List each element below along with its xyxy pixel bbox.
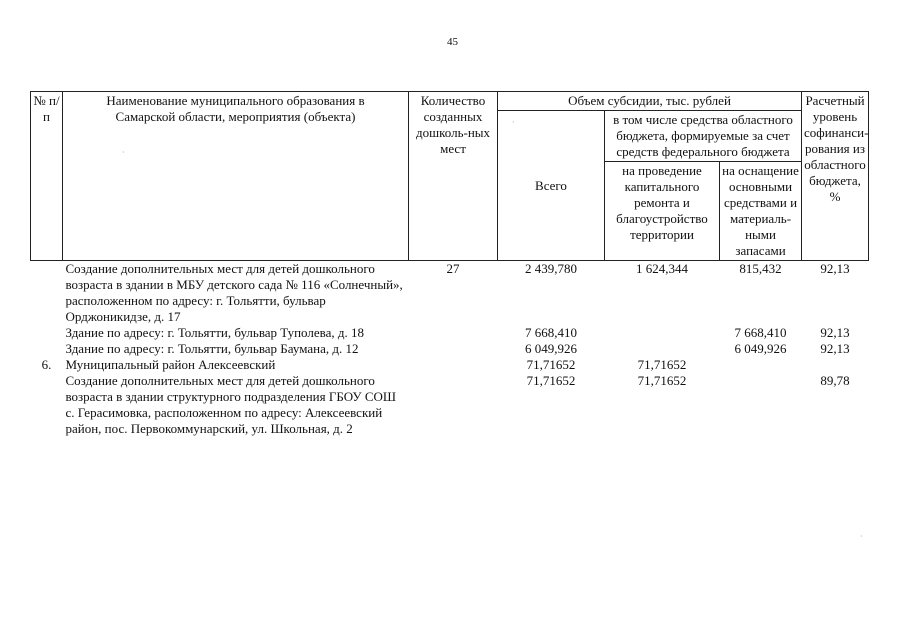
row-num [31,261,63,326]
row-name: Создание дополнительных мест для детей дошкольного возраста в здании в МБУ детского сада № 116 «Солнечный», расположенном по адресу: г. Тольятти, бульвар Орджоникидзе, д. 17 [65,261,403,324]
header-rate: Расчетный уровень софинанси-рования из областного бюджета, % [802,92,869,261]
row-total: 2 439,780 [525,261,577,276]
row-places [409,325,498,341]
row-places [409,373,498,437]
row-repair [605,341,720,357]
table-row [31,357,869,373]
row-num: 6. [41,357,52,372]
table-body [31,261,869,438]
row-num [31,373,63,437]
header-repair: на проведение капитального ремонта и благоустройство территории [605,162,720,261]
table-row [31,341,869,357]
row-total: 71,71652 [526,357,576,372]
header-num: № п/п [31,92,63,261]
row-equipment: 815,432 [739,261,782,276]
row-name: Здание по адресу: г. Тольятти, бульвар Туполева, д. 18 [65,325,364,340]
row-rate: 92,13 [820,341,850,356]
row-repair: 1 624,344 [636,261,688,276]
row-total: 71,71652 [526,373,576,388]
header-places: Количество созданных дошколь-ных мест [409,92,498,261]
row-repair: 71,71652 [637,357,687,372]
header-total: Всего [498,111,605,261]
row-name: Создание дополнительных мест для детей дошкольного возраста в здании структурного подразделения ГБОУ СОШ с. Герасимовка, расположенном по адресу: Алексеевский район, пос. Первокоммунарский, ул. Школьная, д. 2 [65,373,397,436]
row-total: 7 668,410 [525,325,577,340]
row-equipment: 7 668,410 [734,325,787,340]
scan-speck: · [512,118,515,127]
row-rate: 92,13 [820,261,850,276]
row-rate: 92,13 [820,325,850,340]
row-rate [802,357,869,373]
table-header [31,92,869,261]
scan-speck: · [122,148,125,157]
row-repair [605,325,720,341]
table-row [31,325,869,341]
header-equipment: на оснащение основными средствами и материаль-ными запасами [720,162,802,261]
scan-speck: · [860,532,863,541]
row-name: Муниципальный район Алексеевский [65,357,276,372]
row-equipment [720,357,802,373]
row-places [409,357,498,373]
row-places [409,341,498,357]
row-name: Здание по адресу: г. Тольятти, бульвар Баумана, д. 12 [65,341,359,356]
row-num [31,341,63,357]
row-total: 6 049,926 [525,341,577,356]
table-row [31,261,869,326]
row-equipment [720,373,802,437]
header-name: Наименование муниципального образования в Самарской области, мероприятия (объекта) [63,92,409,261]
row-rate: 89,78 [820,373,850,388]
table-row [31,373,869,437]
row-equipment: 6 049,926 [734,341,787,356]
subsidy-table [30,91,869,437]
row-places: 27 [446,261,460,276]
row-num [31,325,63,341]
page-number: 45 [447,36,458,48]
row-repair: 71,71652 [637,373,687,388]
header-including: в том числе средства областного бюджета, формируемые за счет средств федерального бюджета [605,111,802,162]
header-subsidy: Объем субсидии, тыс. рублей [498,92,802,111]
